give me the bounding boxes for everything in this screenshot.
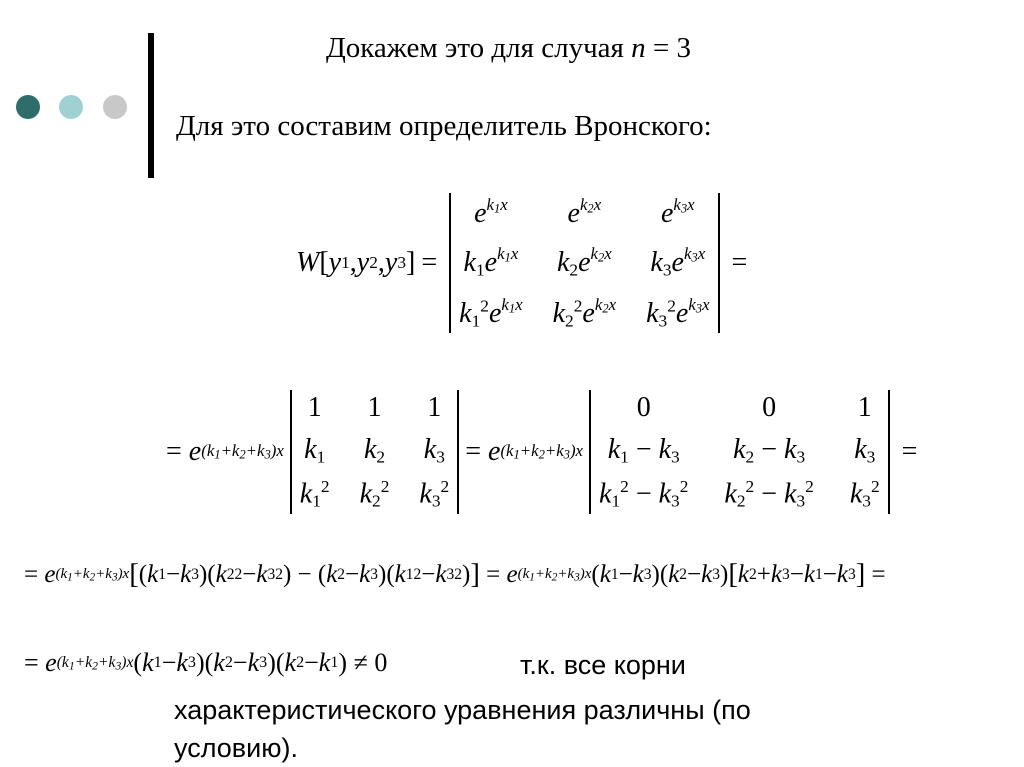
formula-expansion: = e (k1+k2+k3)x [ ( k 1 − k 3 )( k 2 2 − k 3 2 ) − ( k 2 − k 3 )( k 1 2 − k 3 2 ) ] = e (k1+k2+k3)x ( k 1 − k 3 )( k 2 − k 3 ) [ k 2 + k 3 − k 1 − k 3 ] = — [24, 558, 886, 590]
formula-determinants: = e (k1+k2+k3)x 1 1 1 k1 k2 k3 $k1^2$ $k2^2$ $k3^2$ = e (k1+k2+k3)x 0 0 1 k1 − k3 k2 − k3 k3 $k1^2 - k3^2$ $k2^2 - k3^2$ $k3^2$ = — [166, 390, 923, 514]
decor-vertical-bar — [148, 33, 154, 178]
note-line-2: характеристического уравнения различны (по — [174, 695, 751, 725]
slide-title: Докажем это для случая n = 3 — [326, 32, 691, 64]
decor-dot-1 — [16, 95, 40, 119]
note-line-3: условию). — [174, 733, 298, 763]
slide-subtitle: Для это составим определитель Вронского: — [176, 110, 712, 142]
formula-wronskian: W [ y 1 , y 2 , y 3 ] = $e^{k1x}$ $e^{k2x}$ $e^{k3x}$ $k1e^{k1x}$ $k2e^{k2x}$ $k3e^{k3x}$ $k1^2e^{k1x}$ $k2^2e^{k2x}$ $k3^2e^{k3x}$ = — [296, 193, 753, 333]
decor-dot-2 — [59, 95, 83, 119]
formula-result: = e (k1+k2+k3)x ( k 1 − k 3 )( k 2 − k 3 )( k 2 − k 1 ) ≠ 0 — [24, 648, 388, 677]
decor-dot-3 — [103, 95, 127, 119]
note-line-1: т.к. все корни — [520, 650, 686, 680]
